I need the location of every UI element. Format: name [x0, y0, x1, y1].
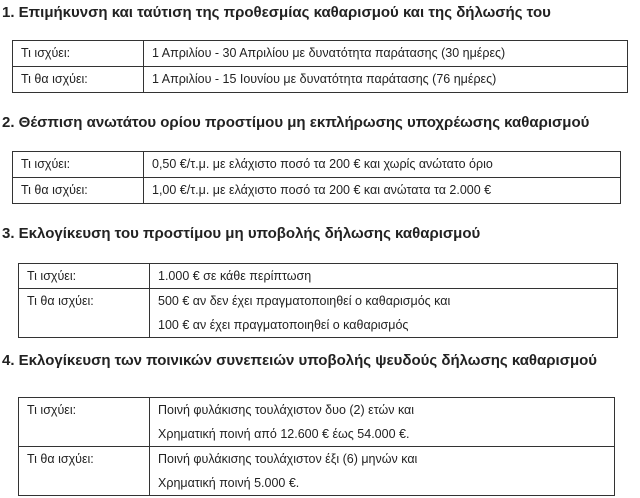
row-label: Τι ισχύει:: [19, 398, 150, 447]
row-value: [144, 152, 621, 178]
row-value: [150, 289, 618, 338]
section-2-heading: 2. Θέσπιση ανωτάτου ορίου προστίμου μη εκπλήρωσης υποχρέωσης καθαρισμού: [2, 114, 590, 131]
value-line: 1 Απριλίου - 15 Ιουνίου με δυνατότητα παράτασης (76 ημέρες): [152, 72, 497, 86]
table-row: [13, 178, 621, 204]
value-line: Χρηματική ποινή από 12.600 € έως 54.000 €.: [158, 427, 410, 441]
row-label: Τι θα ισχύει:: [13, 178, 144, 204]
value-line: 100 € αν έχει πραγματοποιηθεί ο καθαρισμός: [158, 318, 409, 332]
value-line: 0,50 €/τ.μ. με ελάχιστο ποσό τα 200 € και χωρίς ανώτατο όριο: [152, 157, 493, 171]
row-label: Τι ισχύει:: [13, 152, 144, 178]
table-row: [19, 447, 615, 496]
row-value: [144, 41, 628, 67]
row-label: Τι θα ισχύει:: [19, 289, 150, 338]
section-4-table: [18, 397, 615, 496]
value-line: Χρηματική ποινή 5.000 €.: [158, 476, 300, 490]
row-value: [144, 178, 621, 204]
row-value: [144, 67, 628, 93]
table-row: [19, 289, 618, 338]
section-2-table: [12, 151, 621, 204]
table-row: [13, 152, 621, 178]
value-line: 500 € αν δεν έχει πραγματοποιηθεί ο καθαρισμός και: [158, 294, 451, 308]
value-line: 1 Απριλίου - 30 Απριλίου με δυνατότητα παράτασης (30 ημέρες): [152, 46, 506, 60]
row-value: [150, 398, 615, 447]
section-3-heading: 3. Εκλογίκευση του προστίμου μη υποβολής δήλωσης καθαρισμού: [2, 225, 481, 242]
table-row: [13, 67, 628, 93]
value-line: Ποινή φυλάκισης τουλάχιστον έξι (6) μηνών και: [158, 452, 418, 466]
row-label: Τι ισχύει:: [19, 264, 150, 289]
section-4-heading: 4. Εκλογίκευση των ποινικών συνεπειών υποβολής ψευδούς δήλωσης καθαρισμού: [2, 352, 598, 369]
value-line: 1,00 €/τ.μ. με ελάχιστο ποσό τα 200 € και ανώτατα τα 2.000 €: [152, 183, 492, 197]
value-line: 1.000 € σε κάθε περίπτωση: [158, 269, 312, 283]
row-label: Τι θα ισχύει:: [19, 447, 150, 496]
section-1-heading: 1. Επιμήκυνση και ταύτιση της προθεσμίας καθαρισμού και της δήλωσής του: [2, 4, 551, 21]
section-1-table: [12, 40, 628, 93]
section-3-table: [18, 263, 618, 338]
row-value: [150, 447, 615, 496]
value-line: Ποινή φυλάκισης τουλάχιστον δυο (2) ετών και: [158, 403, 415, 417]
table-row: [19, 398, 615, 447]
table-row: [13, 41, 628, 67]
row-label: Τι ισχύει:: [13, 41, 144, 67]
table-row: [19, 264, 618, 289]
row-label: Τι θα ισχύει:: [13, 67, 144, 93]
row-value: [150, 264, 618, 289]
